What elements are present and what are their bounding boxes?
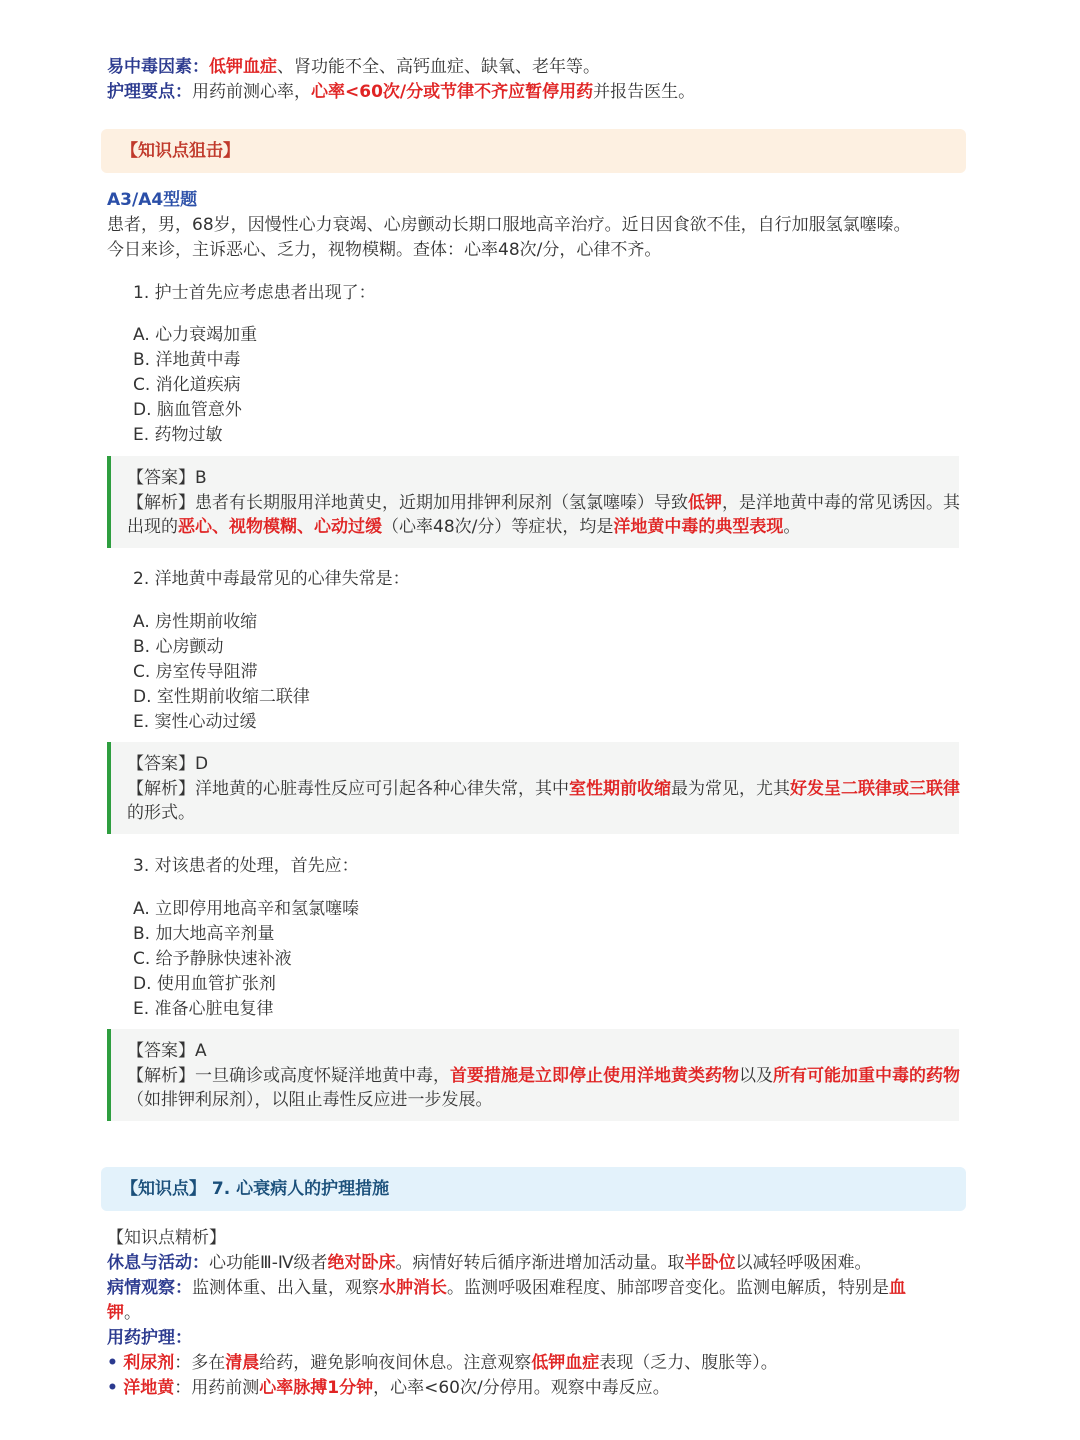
analysis-heading: 【知识点精析】 (107, 1228, 226, 1248)
observe-line-cont: 钾。 (107, 1303, 141, 1323)
explanation-line: 【解析】洋地黄的心脏毒性反应可引起各种心律失常，其中室性期前收缩最为常见，尤其好发呈二联律或三联律 (127, 778, 960, 799)
option-c: C. 给予静脉快速补液 (133, 949, 292, 969)
knowledge-point-banner: 【知识点】 7. 心衰病人的护理措施 (101, 1167, 966, 1211)
option-a: A. 心力衰竭加重 (133, 325, 258, 345)
observe-line: 病情观察：监测体重、出入量，观察水肿消长。监测呼吸困难程度、肺部啰音变化。监测电解质，特别是血 (107, 1278, 906, 1298)
case-line-2: 今日来诊，主诉恶心、乏力，视物模糊。查体：心率48次/分，心律不齐。 (107, 240, 662, 260)
option-e: E. 药物过敏 (133, 425, 223, 445)
option-d: D. 室性期前收缩二联律 (133, 687, 310, 707)
highlight: 心率<60次/分或节律不齐应暂停用药 (311, 82, 594, 102)
answer: 【答案】D (127, 754, 209, 774)
option-b: B. 加大地高辛剂量 (133, 924, 275, 944)
question-3-stem: 3. 对该患者的处理，首先应： (133, 856, 359, 876)
answer-box-3 (107, 1029, 959, 1121)
knowledge-banner: 【知识点狙击】 (101, 129, 966, 173)
rest-line: 休息与活动：心功能Ⅲ-Ⅳ级者绝对卧床。病情好转后循序渐进增加活动量。取半卧位以减轻呼吸困难。 (107, 1253, 872, 1273)
option-e: E. 窦性心动过缓 (133, 712, 257, 732)
answer-box-1 (107, 456, 959, 548)
bullet-digitalis: • 洋地黄：用药前测心率脉搏1分钟，心率<60次/分停用。观察中毒反应。 (107, 1378, 670, 1398)
explanation-line: 【解析】患者有长期服用洋地黄史，近期加用排钾利尿剂（氢氯噻嗪）导致低钾，是洋地黄中毒的常见诱因。其 (127, 492, 960, 513)
option-c: C. 房室传导阻滞 (133, 662, 258, 682)
label: 易中毒因素： (107, 57, 209, 77)
option-d: D. 脑血管意外 (133, 400, 242, 420)
intro-line-1 (107, 55, 600, 79)
text: 用药前测心率， (192, 82, 311, 102)
question-1-stem: 1. 护士首先应考虑患者出现了： (133, 283, 376, 303)
option-e: E. 准备心脏电复律 (133, 999, 274, 1019)
highlight: 低钾血症 (209, 57, 277, 77)
option-d: D. 使用血管扩张剂 (133, 974, 276, 994)
bullet: • (107, 1378, 118, 1398)
text: 并报告医生。 (593, 82, 696, 102)
bullet-diuretic: • 利尿剂：多在清晨给药，避免影响夜间休息。注意观察低钾血症表现（乏力、腹胀等）。 (107, 1353, 778, 1373)
section-title: A3/A4型题 (107, 190, 198, 210)
option-a: A. 房性期前收缩 (133, 612, 258, 632)
option-a: A. 立即停用地高辛和氢氯噻嗪 (133, 899, 360, 919)
explanation-line: 出现的恶心、视物模糊、心动过缓（心率48次/分）等症状，均是洋地黄中毒的典型表现。 (127, 517, 801, 537)
option-b: B. 心房颤动 (133, 637, 224, 657)
question-2-stem: 2. 洋地黄中毒最常见的心律失常是： (133, 569, 410, 589)
answer-box-2 (107, 742, 959, 834)
bullet: • (107, 1353, 118, 1373)
answer: 【答案】B (127, 468, 207, 488)
option-c: C. 消化道疾病 (133, 375, 241, 395)
answer: 【答案】A (127, 1041, 207, 1061)
intro-line-2 (107, 80, 695, 104)
explanation-line: 的形式。 (127, 803, 195, 823)
explanation-line: （如排钾利尿剂），以阻止毒性反应进一步发展。 (127, 1090, 493, 1110)
drug-label: 用药护理： (107, 1328, 192, 1348)
option-b: B. 洋地黄中毒 (133, 350, 241, 370)
label: 护理要点： (107, 82, 192, 102)
case-line-1: 患者，男，68岁，因慢性心力衰竭、心房颤动长期口服地高辛治疗。近日因食欲不佳，自行加服氢氯噻嗪。 (107, 215, 911, 235)
text: 、肾功能不全、高钙血症、缺氧、老年等。 (277, 57, 600, 77)
explanation-line: 【解析】一旦确诊或高度怀疑洋地黄中毒，首要措施是立即停止使用洋地黄类药物以及所有可能加重中毒的药物 (127, 1065, 960, 1086)
